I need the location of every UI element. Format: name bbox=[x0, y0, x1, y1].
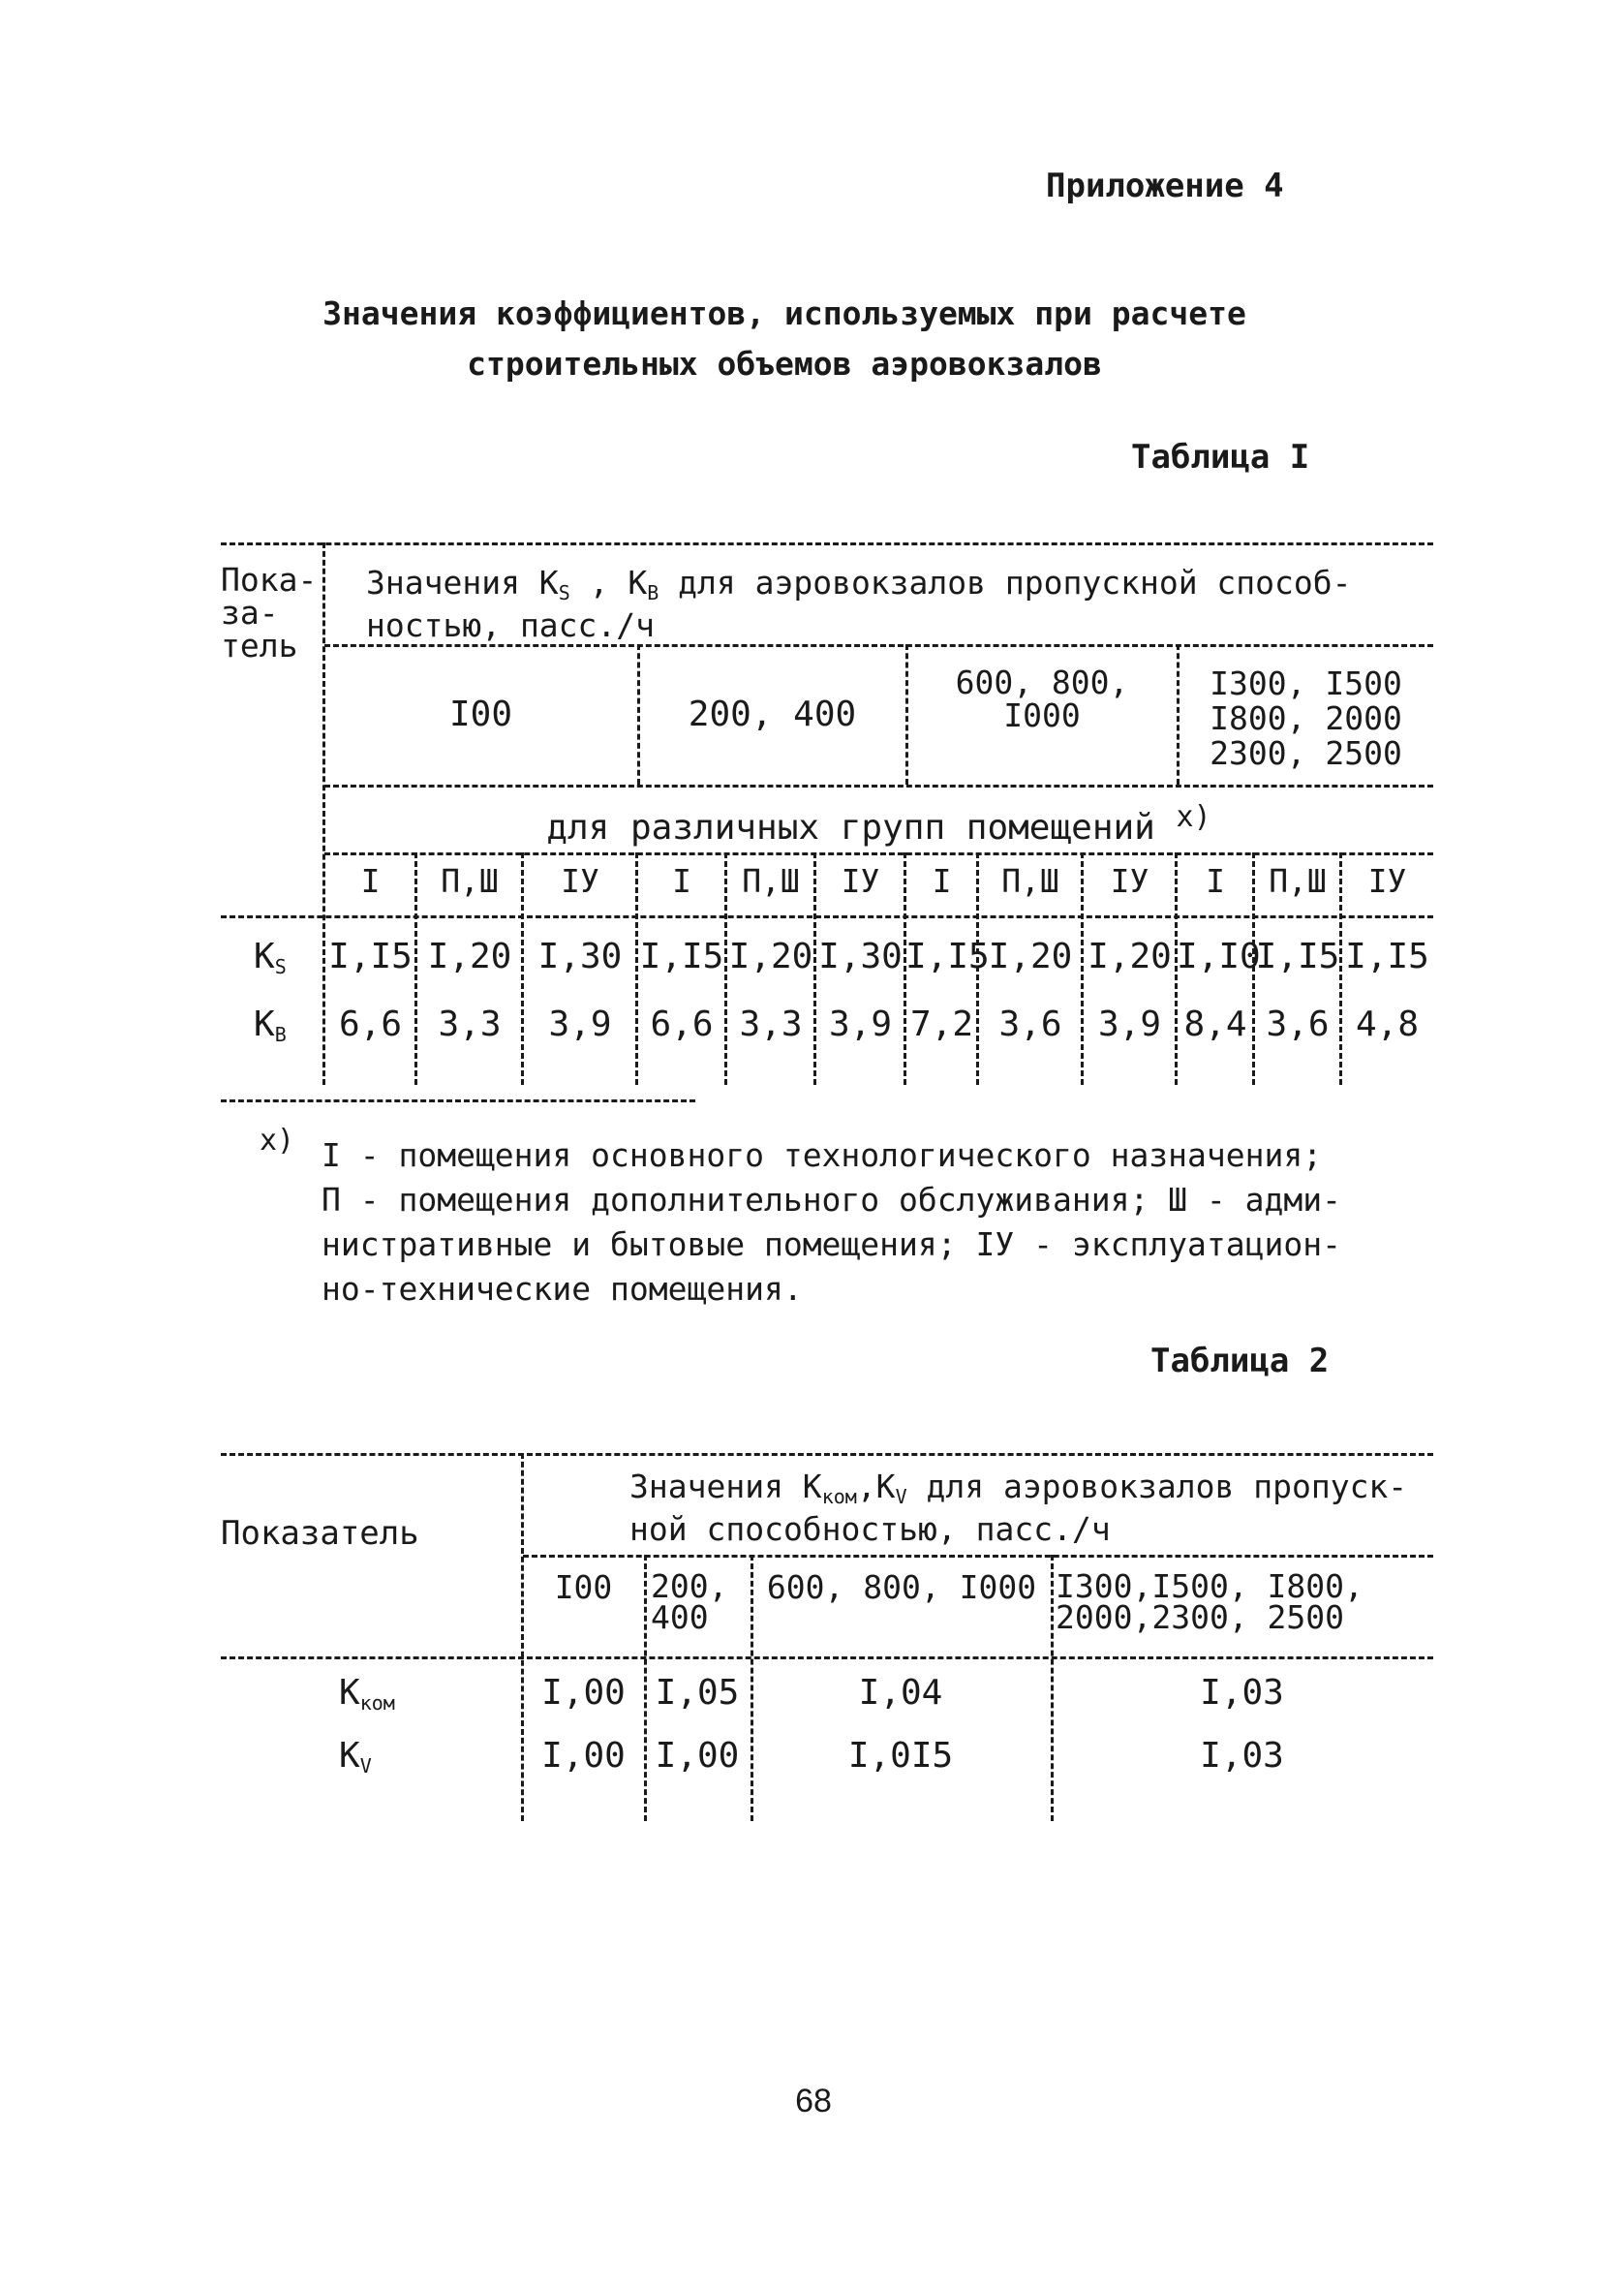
table2-cell: I,04 bbox=[858, 1673, 943, 1713]
table2-row-label: $K_V$ bbox=[339, 1736, 372, 1778]
table1-capacity: I300, I500 I800, 2000 2300, 2500 bbox=[1210, 665, 1402, 772]
footnote-line: нистративные и бытовые помещения; IУ - эксплуатацион- bbox=[322, 1225, 1341, 1263]
table1-cell: 3,6 bbox=[998, 1005, 1062, 1044]
table1-row-label: $K_B$ bbox=[254, 1005, 287, 1046]
page-number: 68 bbox=[795, 2083, 832, 2119]
table1-cell: 6,6 bbox=[650, 1005, 714, 1044]
table1-cell: I,I5 bbox=[1345, 937, 1429, 976]
table1-cell: 3,6 bbox=[1266, 1005, 1330, 1044]
table1-group-header: П,Ш bbox=[742, 862, 800, 900]
table1-cell: I,I5 bbox=[328, 937, 413, 976]
table1-cell: I,30 bbox=[537, 937, 623, 976]
table1-group-header: I bbox=[672, 862, 691, 900]
table2-capacity: I00 bbox=[554, 1568, 613, 1606]
table1-rule bbox=[324, 785, 1433, 788]
table2-cell: I,03 bbox=[1200, 1673, 1284, 1713]
document-title-line-2: строительных объемов аэровокзалов bbox=[467, 345, 1102, 383]
table2-cell: I,03 bbox=[1200, 1736, 1284, 1776]
table2-cell: I,00 bbox=[541, 1736, 626, 1776]
table1-cell: 3,3 bbox=[739, 1005, 803, 1044]
table2-cell: I,00 bbox=[541, 1673, 626, 1713]
table2-cell: I,00 bbox=[655, 1736, 740, 1776]
appendix-label: Приложение 4 bbox=[1046, 167, 1284, 205]
table1-row-label: $K_S$ bbox=[254, 937, 287, 978]
document-title-line-1: Значения коэффициентов, используемых при расчете bbox=[322, 294, 1246, 332]
table1-rule bbox=[324, 852, 1433, 855]
table2-cell: I,05 bbox=[655, 1673, 740, 1713]
table1-cell: I,20 bbox=[427, 937, 512, 976]
table1-cell: I,20 bbox=[728, 937, 813, 976]
table1-cell: I,20 bbox=[1088, 937, 1172, 976]
table1-group-header: П,Ш bbox=[1269, 862, 1327, 900]
table1-cell: I,I5 bbox=[905, 937, 990, 976]
table1-group-header: П,Ш bbox=[441, 862, 499, 900]
table1-cell: 3,9 bbox=[828, 1005, 893, 1044]
table1-capacity: 200, 400 bbox=[688, 695, 857, 734]
footnote-line: П - помещения дополнительного обслуживания; Ш - адми- bbox=[322, 1181, 1341, 1219]
table2-rule bbox=[523, 1555, 1433, 1558]
table2-top-rule bbox=[221, 1453, 1433, 1456]
footnote-line: но-технические помещения. bbox=[322, 1270, 803, 1308]
table1-group-header: IУ bbox=[561, 862, 599, 900]
table1-cell: 3,9 bbox=[1097, 1005, 1162, 1044]
table1-cell: 7,2 bbox=[909, 1005, 974, 1044]
table1-group-header: I bbox=[360, 862, 381, 900]
table1-top-rule bbox=[221, 542, 1433, 545]
table2-capacity: 200, 400 bbox=[651, 1567, 728, 1636]
table2-indicator-header: Показатель bbox=[221, 1514, 419, 1553]
table1-cell: 3,9 bbox=[548, 1005, 612, 1044]
footnote-line: I - помещения основного технологического назначения; bbox=[322, 1136, 1323, 1174]
table1-cell: I,20 bbox=[988, 937, 1073, 976]
footnote-rule bbox=[221, 1099, 695, 1102]
table1-rule bbox=[324, 644, 1433, 647]
table1-group-header: IУ bbox=[1367, 862, 1407, 900]
table1-group-header: I bbox=[1206, 862, 1225, 900]
table1-group-header: IУ bbox=[841, 862, 880, 900]
table1-capacity: I00 bbox=[448, 695, 513, 734]
table1-capacity: 600, 800, I000 bbox=[955, 664, 1129, 734]
table2-values-header: Значения $K_{ком},K_V$ для аэровокзалов пропуск- ной способностью, пасс./ч bbox=[629, 1468, 1408, 1548]
table1-group-header: I bbox=[932, 862, 952, 900]
table2-label: Таблица 2 bbox=[1150, 1342, 1330, 1380]
table1-cell: 3,3 bbox=[438, 1005, 502, 1044]
table1-cell: I,I0 bbox=[1177, 937, 1261, 976]
table2-cell: I,0I5 bbox=[847, 1736, 954, 1776]
table1-cell: I,I5 bbox=[1255, 937, 1340, 976]
table1-cell: 6,6 bbox=[338, 1005, 403, 1044]
table2-capacity: 600, 800, I000 bbox=[766, 1568, 1037, 1606]
table1-cell: I,30 bbox=[818, 937, 903, 976]
table2-row-label: $K_{ком}$ bbox=[339, 1673, 395, 1715]
table1-group-header: IУ bbox=[1110, 862, 1149, 900]
footnote-marker: x) bbox=[260, 1124, 295, 1158]
table1-label: Таблица I bbox=[1131, 438, 1310, 477]
table2-header-bottom-rule bbox=[221, 1656, 1433, 1659]
table1-cell: 4,8 bbox=[1355, 1005, 1420, 1044]
table1-cell: I,I5 bbox=[639, 937, 724, 976]
table2-capacity: I300,I500, I800, 2000,2300, 2500 bbox=[1056, 1567, 1364, 1636]
table1-indicator-header: Пока- за- тель bbox=[221, 561, 318, 665]
table1-values-header: Значения $K_S$ , $K_B$ для аэровокзалов пропускной способ- ностью, пасс./ч bbox=[366, 564, 1352, 644]
table1-groups-header: для различных групп помещений $^{x)}$ bbox=[546, 800, 1211, 848]
table1-group-header: П,Ш bbox=[1001, 862, 1059, 900]
table1-cell: 8,4 bbox=[1183, 1005, 1247, 1044]
